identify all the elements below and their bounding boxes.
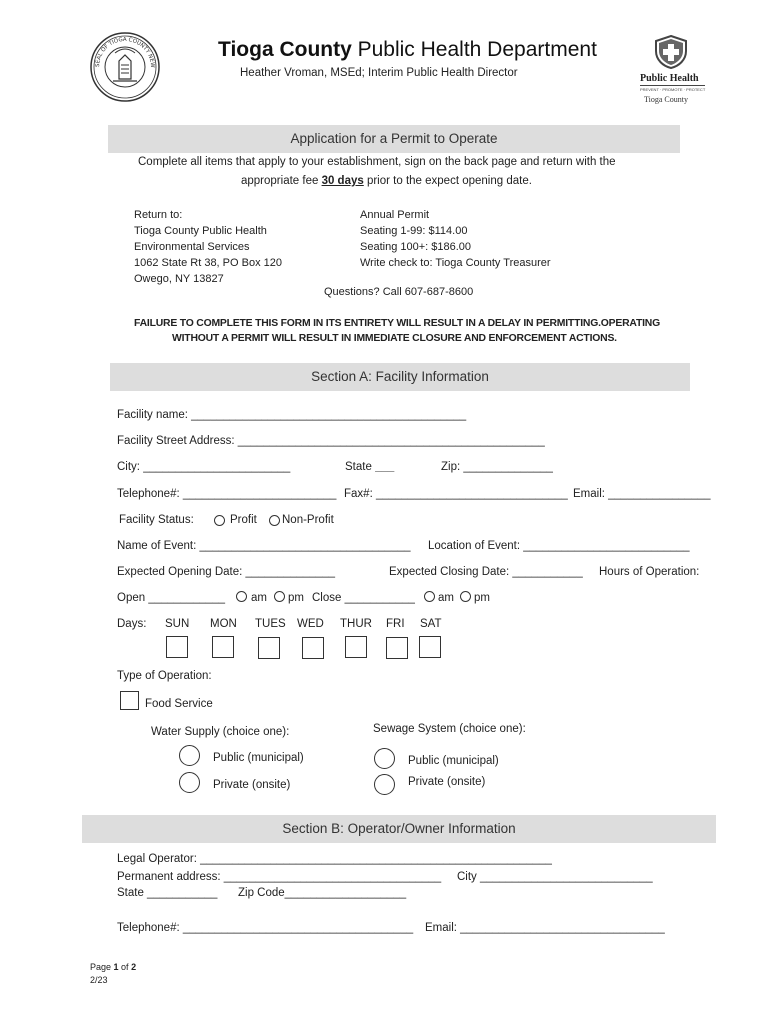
permit-line: Seating 1-99: $114.00 — [360, 225, 468, 237]
type-of-operation-label: Type of Operation: — [117, 670, 212, 682]
operator-zip-field[interactable]: Zip Code___________________ — [238, 887, 407, 899]
open-pm-radio[interactable] — [274, 591, 285, 602]
fee-days: 30 days — [321, 175, 364, 187]
day-checkbox-mon[interactable] — [212, 636, 234, 658]
page-total: 2 — [131, 962, 137, 972]
email-field[interactable]: Email: ________________ — [573, 488, 711, 500]
fax-field[interactable]: Fax#: ______________________________ — [344, 488, 568, 500]
page-current: 1 — [113, 962, 119, 972]
day-label-tues: TUES — [255, 618, 286, 630]
food-service-label: Food Service — [145, 698, 213, 710]
day-checkbox-sat[interactable] — [419, 636, 441, 658]
intro-text-a: appropriate fee — [241, 175, 322, 187]
return-line: Tioga County Public Health — [134, 225, 267, 237]
questions-phone: Questions? Call 607-687-8600 — [324, 286, 474, 298]
sewage-public-label: Public (municipal) — [408, 755, 499, 767]
sewage-public-radio[interactable] — [374, 748, 395, 769]
return-line: Owego, NY 13827 — [134, 273, 224, 285]
page-number — [90, 962, 136, 972]
permit-line: Annual Permit — [360, 209, 430, 221]
city-field[interactable]: City: _______________________ — [117, 461, 291, 473]
open-am-label: am — [251, 592, 267, 604]
close-pm-radio[interactable] — [460, 591, 471, 602]
status-profit-label: Profit — [230, 514, 257, 526]
day-label-fri: FRI — [386, 618, 405, 630]
status-nonprofit-radio[interactable] — [269, 515, 280, 526]
day-checkbox-sun[interactable] — [166, 636, 188, 658]
day-label-sat: SAT — [420, 618, 442, 630]
close-time-field[interactable]: Close ___________ — [312, 592, 415, 604]
application-band: Application for a Permit to Operate — [108, 125, 680, 153]
water-private-radio[interactable] — [179, 772, 200, 793]
page-title — [218, 38, 597, 62]
page-prefix: Page — [90, 962, 114, 972]
intro-line-1: Complete all items that apply to your establishment, sign on the back page and return with the — [138, 156, 616, 168]
day-label-mon: MON — [210, 618, 237, 630]
operator-email-field[interactable]: Email: ________________________________ — [425, 922, 665, 934]
close-am-label: am — [438, 592, 454, 604]
event-name-field[interactable]: Name of Event: _________________________________ — [117, 540, 411, 552]
state-blank: ___ — [375, 461, 395, 473]
open-time-field[interactable]: Open ____________ — [117, 592, 226, 604]
water-public-label: Public (municipal) — [213, 752, 304, 764]
water-private-label: Private (onsite) — [213, 779, 291, 791]
warning-line-1: FAILURE TO COMPLETE THIS FORM IN ITS ENTIRETY WILL RESULT IN A DELAY IN PERMITTING.OPERATING — [134, 318, 660, 329]
section-a-band: Section A: Facility Information — [110, 363, 690, 391]
return-address — [134, 207, 282, 287]
return-line: Return to: — [134, 209, 183, 221]
county-seal — [89, 31, 161, 103]
status-profit-radio[interactable] — [214, 515, 225, 526]
close-am-radio[interactable] — [424, 591, 435, 602]
state-label: State — [345, 461, 376, 473]
page-of: of — [118, 962, 132, 972]
day-label-wed: WED — [297, 618, 324, 630]
day-label-thur: THUR — [340, 618, 372, 630]
day-label-sun: SUN — [165, 618, 190, 630]
permit-line: Seating 100+: $186.00 — [360, 241, 472, 253]
food-service-checkbox[interactable] — [120, 691, 139, 710]
hours-label: Hours of Operation: — [599, 566, 700, 578]
return-line: Environmental Services — [134, 241, 250, 253]
close-pm-label: pm — [474, 592, 490, 604]
day-checkbox-thur[interactable] — [345, 636, 367, 658]
operator-state-field[interactable]: State ___________ — [117, 887, 218, 899]
permit-line: Write check to: Tioga County Treasurer — [360, 257, 551, 269]
day-checkbox-tues[interactable] — [258, 637, 280, 659]
permanent-address-field[interactable]: Permanent address: __________________________________ — [117, 871, 442, 883]
intro-text-b: prior to the expect opening date. — [363, 175, 532, 187]
opening-date-field[interactable]: Expected Opening Date: ______________ — [117, 566, 336, 578]
closing-date-field[interactable]: Expected Closing Date: ___________ — [389, 566, 583, 578]
director-name: Heather Vroman, MSEd; Interim Public Health Director — [240, 67, 518, 79]
page-title-county: Tioga County — [218, 38, 352, 61]
facility-status-label: Facility Status: — [119, 514, 194, 526]
section-b-band: Section B: Operator/Owner Information — [82, 815, 716, 843]
zip-field[interactable]: Zip: ______________ — [441, 461, 553, 473]
day-checkbox-wed[interactable] — [302, 637, 324, 659]
intro-line-2 — [241, 175, 532, 187]
seal-text: SEAL OF TIOGA COUNTY NEW — [94, 36, 156, 68]
operator-telephone-field[interactable]: Telephone#: ____________________________________ — [117, 922, 414, 934]
page-title-department: Public Health Department — [351, 38, 597, 61]
sewage-private-radio[interactable] — [374, 774, 395, 795]
revision-date: 2/23 — [90, 975, 108, 985]
water-supply-label: Water Supply (choice one): — [151, 726, 290, 738]
shield-cross-icon — [653, 35, 689, 69]
return-line: 1062 State Rt 38, PO Box 120 — [134, 257, 282, 269]
sewage-private-label: Private (onsite) — [408, 776, 486, 788]
street-address-field[interactable]: Facility Street Address: ________________________________________________ — [117, 435, 545, 447]
operator-city-field[interactable]: City ___________________________ — [457, 871, 653, 883]
logo-line3: Tioga County — [644, 95, 688, 104]
logo-line1: Public Health — [640, 73, 699, 84]
warning-line-2: WITHOUT A PERMIT WILL RESULT IN IMMEDIATE CLOSURE AND ENFORCEMENT ACTIONS. — [172, 333, 617, 344]
sewage-system-label: Sewage System (choice one): — [373, 723, 526, 735]
status-nonprofit-label: Non-Profit — [282, 514, 334, 526]
event-location-field[interactable]: Location of Event: __________________________ — [428, 540, 690, 552]
legal-operator-field[interactable]: Legal Operator: _______________________________________________________ — [117, 853, 552, 865]
telephone-field[interactable]: Telephone#: ________________________ — [117, 488, 337, 500]
public-health-logo — [640, 35, 730, 107]
day-checkbox-fri[interactable] — [386, 637, 408, 659]
open-am-radio[interactable] — [236, 591, 247, 602]
water-public-radio[interactable] — [179, 745, 200, 766]
open-pm-label: pm — [288, 592, 304, 604]
logo-line2: PREVENT · PROMOTE · PROTECT — [640, 87, 706, 92]
state-field[interactable] — [345, 461, 394, 473]
permit-fees — [360, 207, 551, 271]
days-label: Days: — [117, 618, 147, 630]
facility-name-field[interactable]: Facility name: ___________________________________________ — [117, 409, 467, 421]
